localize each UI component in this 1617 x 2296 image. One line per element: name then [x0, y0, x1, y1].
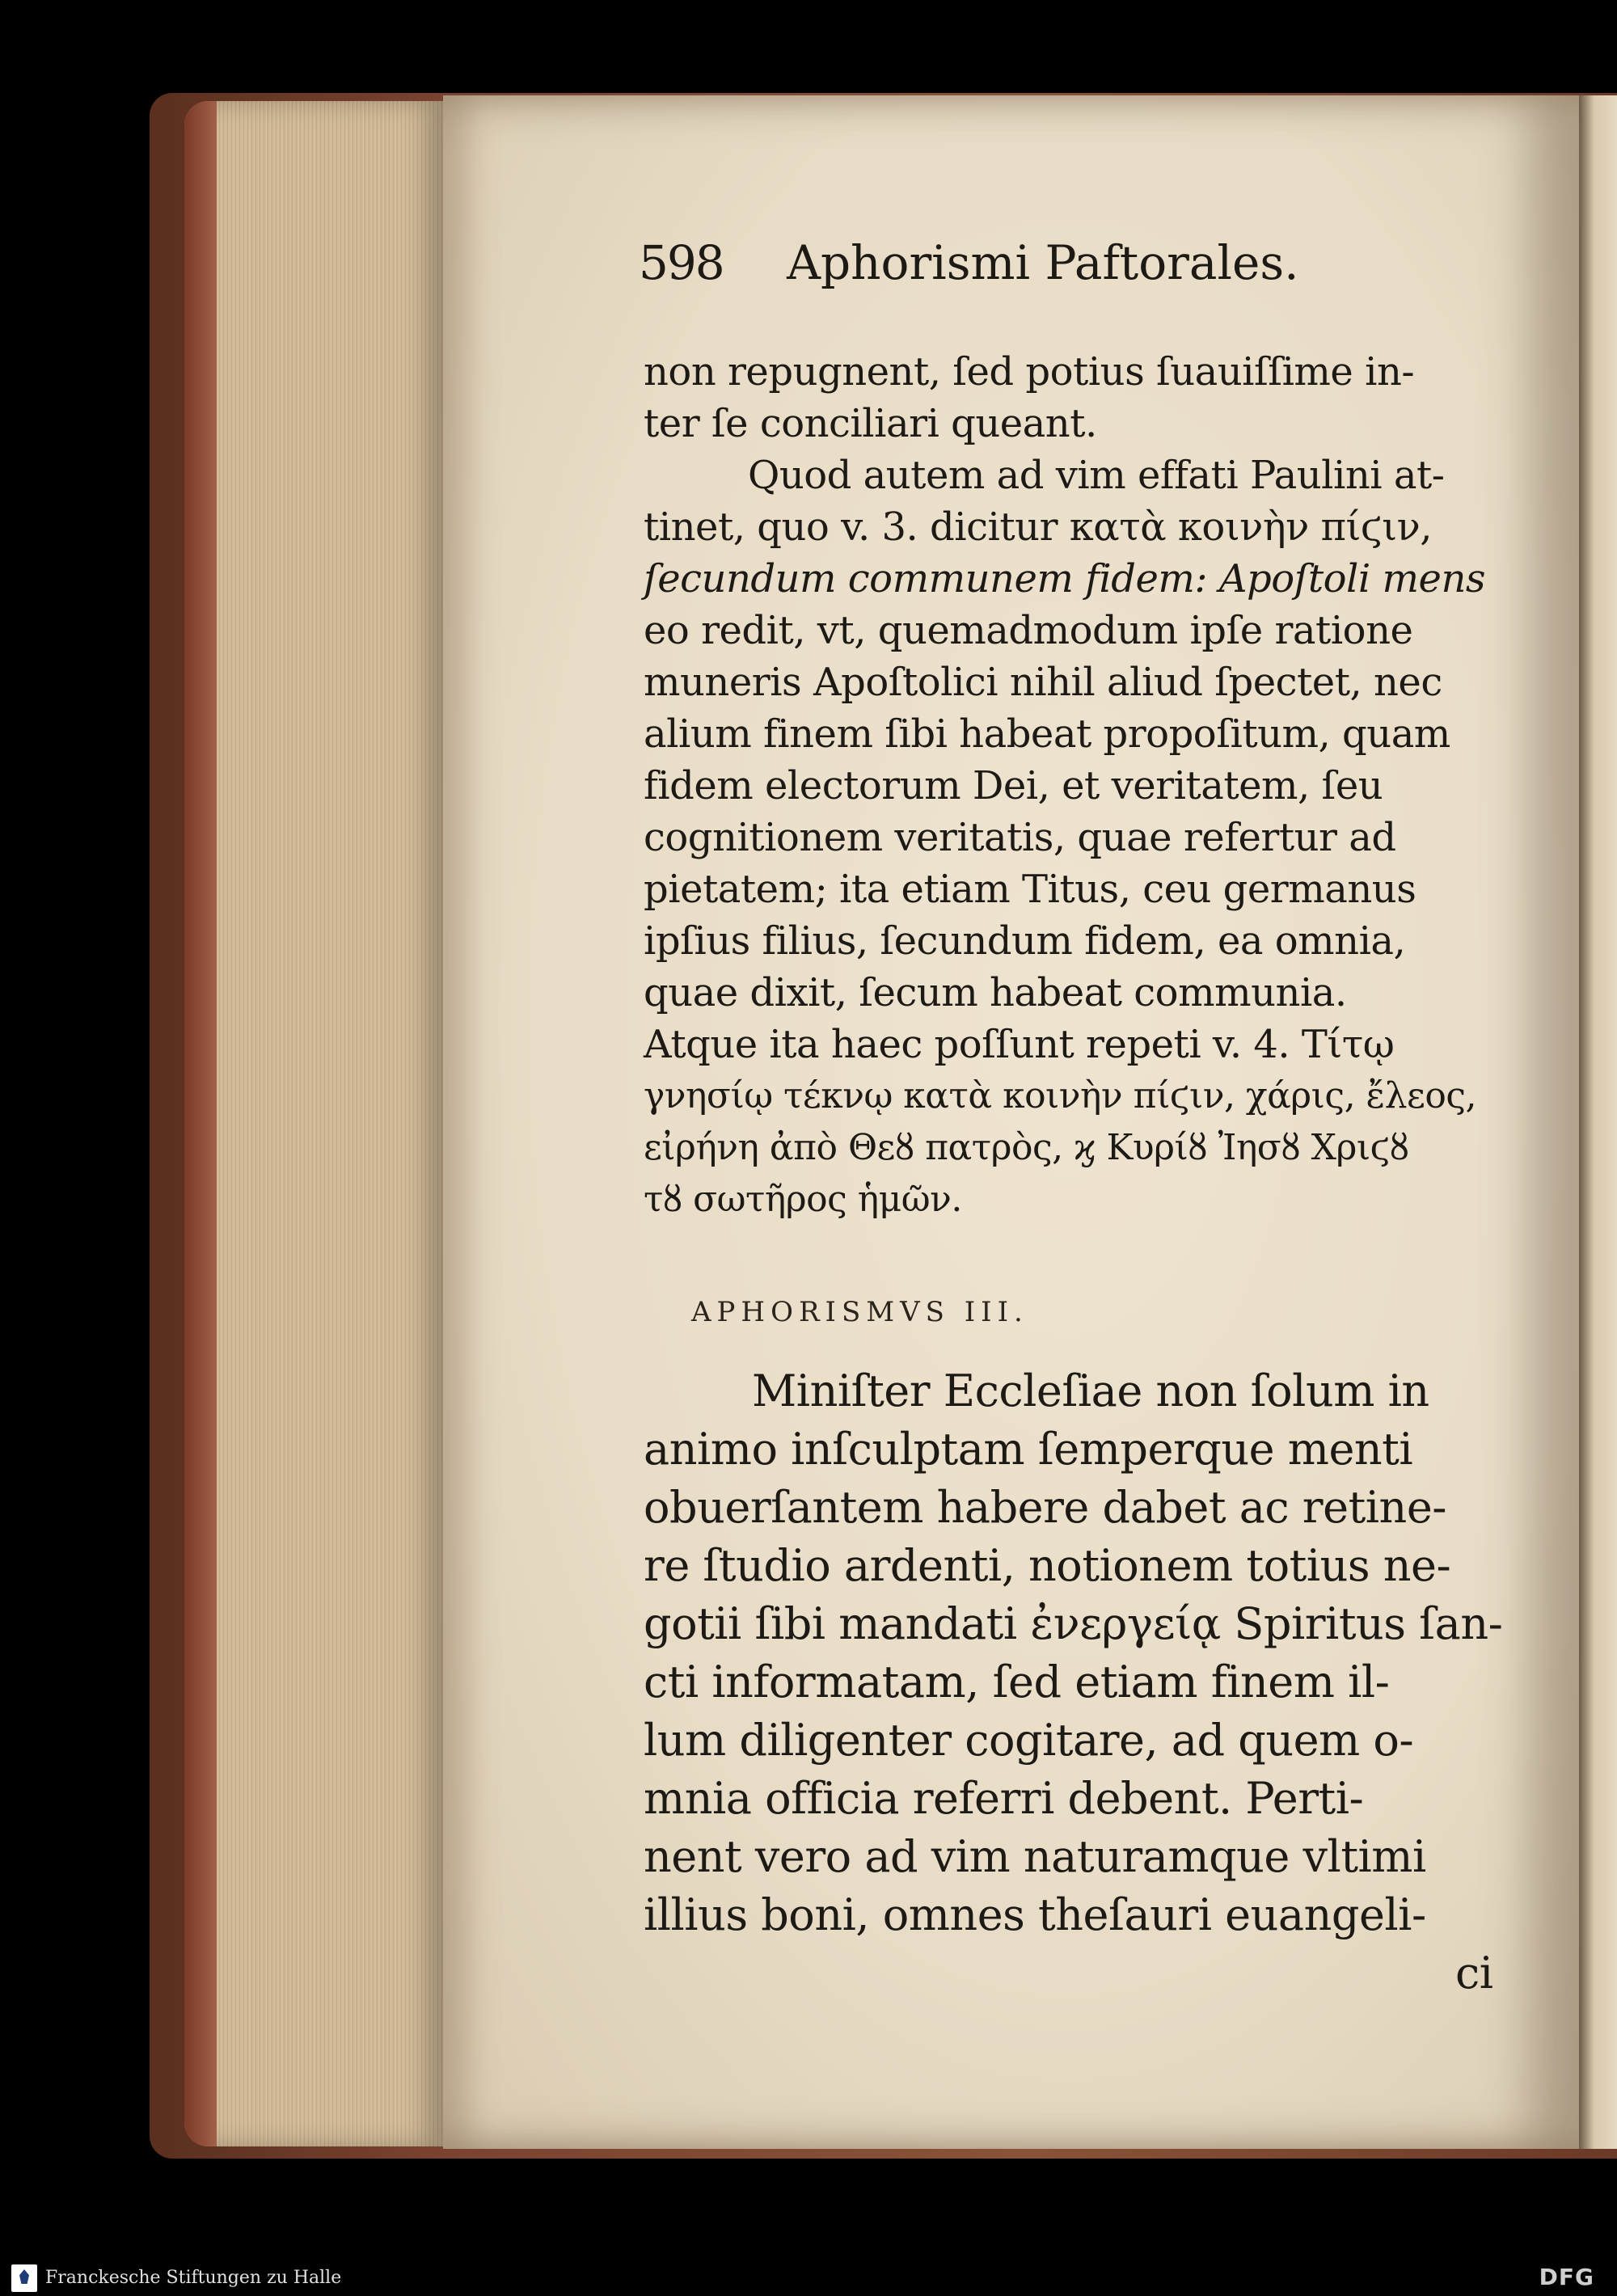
running-header	[639, 230, 1447, 295]
text-line: obuerſantem habere dabet ac retine-	[644, 1482, 1447, 1533]
text-line: γνησίῳ τέκνῳ κατὰ κοινὴν πίϛιν, χάρις, ἔλεος,	[644, 1075, 1476, 1116]
text-line: tinet, quo v. 3. dicitur κατὰ κοινὴν πίϛιν,	[644, 504, 1433, 550]
text-line: ſecundum communem fidem: Apoſtoli mens	[644, 556, 1485, 601]
text-line: Miniſter Eccleſiae non ſolum in	[752, 1365, 1429, 1416]
text-line: quae dixit, ſecum habeat communia.	[644, 970, 1347, 1015]
text-line: mnia officia referri debent. Perti-	[644, 1773, 1364, 1824]
binding-edge	[184, 101, 217, 2146]
text-line: cti informatam, ſed etiam finem il-	[644, 1657, 1390, 1707]
text-line: Atque ita haec poſſunt repeti v. 4. Τίτῳ	[644, 1022, 1395, 1067]
text-line: illius boni, omnes theſauri euangeli-	[644, 1889, 1426, 1940]
running-title: Aphorismi Paftorales.	[787, 235, 1299, 290]
text-line: ipſius filius, ſecundum fidem, ea omnia,	[644, 918, 1406, 964]
page-number: 598	[639, 235, 724, 290]
text-line: εἰρήνη ἀπὸ Θεȣ πατρὸς, ϗ Κυρίȣ Ἰησȣ Χριϛȣ	[644, 1127, 1409, 1168]
text-line: animo inſculptam ſemperque menti	[644, 1424, 1413, 1475]
text-line: alium finem ſibi habeat propoſitum, quam	[644, 711, 1450, 757]
text-line: gotii ſibi mandati ἐνεργείᾳ Spiritus ſan-	[644, 1598, 1503, 1649]
text-line: eo redit, vt, quemadmodum ipſe ratione	[644, 608, 1413, 653]
footer-institution: Franckesche Stiftungen zu Halle	[45, 2268, 342, 2288]
text-line: cognitionem veritatis, quae refertur ad	[644, 815, 1396, 860]
text-line: re ſtudio ardenti, notionem totius ne-	[644, 1540, 1451, 1591]
text-line: lum diligenter cogitare, ad quem o-	[644, 1715, 1414, 1766]
text-line: ter ſe conciliari queant.	[644, 401, 1097, 446]
institution-logo-icon	[11, 2264, 37, 2292]
text-line: Quod autem ad vim effati Paulini at-	[748, 453, 1445, 498]
text-line: τȣ σωτῆρος ἡμῶν.	[644, 1179, 962, 1220]
section-heading: APHORISMVS III.	[691, 1296, 1028, 1328]
text-line: fidem electorum Dei, et veritatem, ſeu	[644, 763, 1383, 808]
page-stack-edge	[184, 101, 443, 2146]
facing-page	[1579, 95, 1617, 2149]
text-line: muneris Apoſtolici nihil aliud ſpectet, nec	[644, 660, 1442, 705]
text-line: pietatem; ita etiam Titus, ceu germanus	[644, 867, 1416, 912]
text-line: non repugnent, ſed potius ſuauiſſime in-	[644, 349, 1415, 395]
catchword: ci	[1455, 1948, 1493, 1998]
footer-funder-logo: DFG	[1539, 2264, 1594, 2290]
text-line: nent vero ad vim naturamque vltimi	[644, 1831, 1426, 1882]
